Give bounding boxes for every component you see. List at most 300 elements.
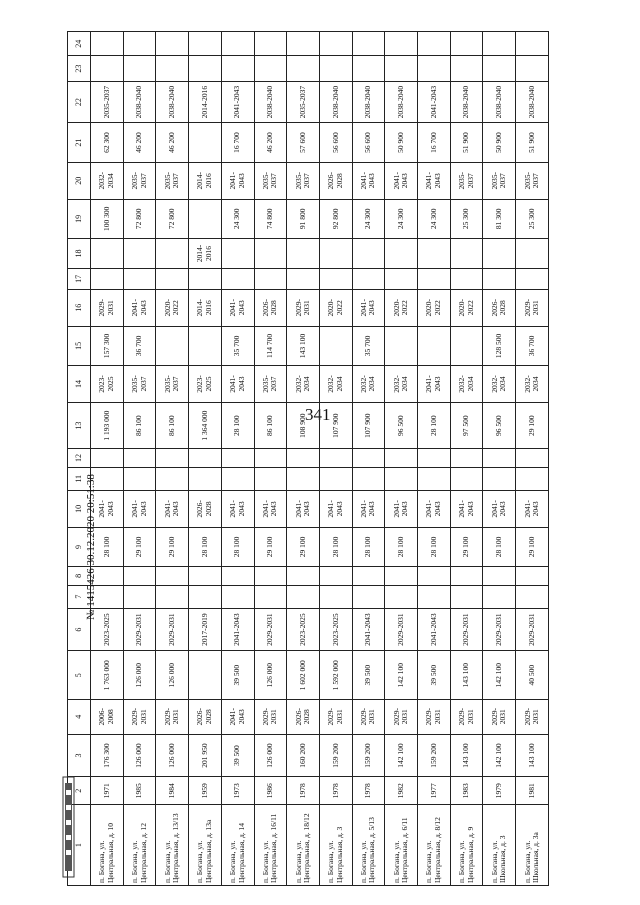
table-row [189, 32, 222, 886]
column-header: 16 [68, 289, 91, 326]
table-cell [483, 449, 516, 467]
table-cell: 142 100 [483, 651, 516, 700]
table-cell: 2032-2034 [516, 366, 549, 403]
table-cell: 2041-2043 [156, 490, 189, 527]
table-row [254, 32, 287, 886]
table-cell [385, 467, 418, 490]
table-cell: 1984 [156, 777, 189, 805]
table-cell: 1 364 000 [189, 403, 222, 449]
table-cell [319, 449, 352, 467]
table-cell: 142 100 [483, 734, 516, 777]
table-row [450, 32, 483, 886]
table-row [287, 32, 320, 886]
table-cell: 29 100 [156, 527, 189, 566]
table-cell: 51 900 [516, 123, 549, 162]
table-cell: 25 300 [450, 199, 483, 238]
table-cell: 126 000 [254, 734, 287, 777]
table-cell: 16 700 [418, 123, 451, 162]
table-cell [123, 585, 156, 608]
table-cell [385, 56, 418, 81]
table-cell: 2041-2043 [418, 366, 451, 403]
registration-number: № 1415426 30.12.2020 20:51:38 [85, 474, 97, 620]
table-cell [352, 56, 385, 81]
table-cell: 50 900 [385, 123, 418, 162]
table-cell [254, 56, 287, 81]
table-cell [123, 269, 156, 290]
table-cell: 2029-2031 [319, 699, 352, 734]
table-cell: 86 100 [123, 403, 156, 449]
table-cell [352, 238, 385, 268]
table-cell: 2038-2040 [516, 81, 549, 123]
table-cell: 25 300 [516, 199, 549, 238]
table-cell [418, 32, 451, 56]
table-cell [516, 269, 549, 290]
table-cell: 2026-2028 [287, 699, 320, 734]
table-cell [254, 269, 287, 290]
table-cell: 72 800 [123, 199, 156, 238]
table-cell [156, 269, 189, 290]
table-cell: 46 200 [123, 123, 156, 162]
table-cell: 28 100 [418, 527, 451, 566]
table-cell [221, 32, 254, 56]
table-cell [352, 567, 385, 585]
table-cell [483, 269, 516, 290]
table-cell [319, 32, 352, 56]
table-cell: 2035-2037 [156, 162, 189, 199]
table-cell: 2026-2028 [189, 699, 222, 734]
table-cell: 86 100 [156, 403, 189, 449]
table-cell [221, 585, 254, 608]
column-header: 17 [68, 269, 91, 290]
column-header: 6 [68, 608, 91, 651]
table-cell: 2020-2022 [156, 289, 189, 326]
table-cell: 1986 [254, 777, 287, 805]
table-cell [221, 449, 254, 467]
table-cell [450, 326, 483, 365]
table-cell [189, 651, 222, 700]
rotated-table-container [67, 31, 549, 886]
table-cell: 2020-2022 [450, 289, 483, 326]
table-cell [287, 56, 320, 81]
column-header: 19 [68, 199, 91, 238]
table-cell: 24 300 [385, 199, 418, 238]
seal-stamp-icon [60, 775, 78, 880]
table-cell: 2014-2016 [189, 238, 222, 268]
table-cell [189, 585, 222, 608]
table-cell: 2041-2043 [418, 81, 451, 123]
column-header: 11 [68, 467, 91, 490]
column-header: 5 [68, 651, 91, 700]
address-cell: п. Богана, ул. Центральная, д. 5/13 [352, 805, 385, 886]
table-cell: 39 500 [221, 651, 254, 700]
table-cell: 2041-2043 [319, 490, 352, 527]
table-cell: 2035-2037 [483, 162, 516, 199]
address-cell: п. Богана, ул. Школьная, д. 3а [516, 805, 549, 886]
table-cell [450, 449, 483, 467]
table-cell: 28 100 [483, 527, 516, 566]
table-cell: 126 000 [254, 651, 287, 700]
table-cell: 126 000 [123, 734, 156, 777]
table-cell [287, 449, 320, 467]
table-cell: 2035-2037 [254, 366, 287, 403]
table-cell [418, 238, 451, 268]
table-cell: 2032-2034 [483, 366, 516, 403]
table-cell [156, 467, 189, 490]
table-cell: 28 100 [418, 403, 451, 449]
table-row [516, 32, 549, 886]
table-cell [123, 567, 156, 585]
table-cell: 29 100 [450, 527, 483, 566]
table-cell: 2014-2016 [189, 289, 222, 326]
table-cell: 1971 [91, 777, 124, 805]
table-cell: 142 100 [385, 651, 418, 700]
table-cell: 143 100 [450, 734, 483, 777]
table-cell [418, 585, 451, 608]
table-cell [156, 449, 189, 467]
table-cell: 1983 [450, 777, 483, 805]
table-cell: 2029-2031 [287, 289, 320, 326]
table-cell [352, 269, 385, 290]
table-cell: 2041-2043 [450, 490, 483, 527]
table-cell: 2038-2040 [450, 81, 483, 123]
table-cell [516, 32, 549, 56]
table-cell: 2029-2031 [123, 699, 156, 734]
table-cell: 1982 [385, 777, 418, 805]
table-cell: 29 100 [516, 403, 549, 449]
page-number: 341 [305, 405, 331, 424]
table-cell [319, 326, 352, 365]
table-cell [352, 449, 385, 467]
table-cell: 39 500 [418, 651, 451, 700]
column-header: 21 [68, 123, 91, 162]
table-cell [156, 238, 189, 268]
table-cell: 81 300 [483, 199, 516, 238]
table-cell: 2041-2043 [516, 490, 549, 527]
table-cell [385, 269, 418, 290]
table-cell: 35 700 [352, 326, 385, 365]
table-cell [516, 467, 549, 490]
table-cell: 2032-2034 [319, 366, 352, 403]
table-cell: 2023-2025 [91, 366, 124, 403]
table-cell [287, 585, 320, 608]
table-cell: 28 100 [91, 527, 124, 566]
table-cell [156, 56, 189, 81]
table-cell [221, 56, 254, 81]
table-cell: 2041-2043 [418, 608, 451, 651]
table-cell: 2023-2025 [189, 366, 222, 403]
address-cell: п. Богана, ул. Школьная, д. 3 [483, 805, 516, 886]
table-cell: 2029-2031 [156, 608, 189, 651]
table-cell [189, 567, 222, 585]
column-header: 18 [68, 238, 91, 268]
table-cell: 2032-2034 [287, 366, 320, 403]
table-cell: 2035-2037 [450, 162, 483, 199]
table-cell [156, 32, 189, 56]
table-cell: 2023-2025 [319, 608, 352, 651]
column-header: 1 [68, 805, 91, 886]
table-cell: 72 800 [156, 199, 189, 238]
table-cell [418, 567, 451, 585]
table-cell: 2041-2043 [221, 608, 254, 651]
table-cell: 2029-2031 [385, 608, 418, 651]
table-cell: 2029-2031 [91, 289, 124, 326]
table-cell: 29 100 [123, 527, 156, 566]
table-cell: 2020-2022 [418, 289, 451, 326]
column-header: 13 [68, 403, 91, 449]
table-cell: 2029-2031 [483, 699, 516, 734]
table-cell [254, 585, 287, 608]
table-cell [91, 269, 124, 290]
address-cell: п. Богана, ул. Центральная, д. 13а [189, 805, 222, 886]
column-header: 20 [68, 162, 91, 199]
table-cell: 2041-2043 [385, 162, 418, 199]
table-cell: 2029-2031 [516, 699, 549, 734]
table-cell [418, 326, 451, 365]
table-cell [254, 238, 287, 268]
table-cell: 114 700 [254, 326, 287, 365]
table-cell: 2041-2043 [123, 490, 156, 527]
table-cell: 143 100 [450, 651, 483, 700]
table-cell: 1 602 000 [287, 651, 320, 700]
table-cell: 2029-2031 [352, 699, 385, 734]
address-cell: п. Богана, ул. Центральная, д. 3 [319, 805, 352, 886]
table-cell [91, 238, 124, 268]
table-cell: 2041-2043 [352, 289, 385, 326]
table-cell: 2041-2043 [123, 289, 156, 326]
table-cell [319, 467, 352, 490]
table-cell [189, 449, 222, 467]
table-cell: 2035-2037 [287, 162, 320, 199]
table-cell: 2041-2043 [221, 699, 254, 734]
table-cell: 2035-2037 [91, 81, 124, 123]
table-cell [254, 449, 287, 467]
table-cell [385, 238, 418, 268]
table-cell: 2029-2031 [450, 608, 483, 651]
table-cell [483, 56, 516, 81]
table-cell [450, 269, 483, 290]
table-cell: 1973 [221, 777, 254, 805]
table-cell: 39 500 [221, 734, 254, 777]
column-header: 14 [68, 366, 91, 403]
table-cell: 1 592 000 [319, 651, 352, 700]
table-cell [483, 585, 516, 608]
table-cell: 160 200 [287, 734, 320, 777]
table-cell: 92 800 [319, 199, 352, 238]
table-cell [221, 567, 254, 585]
column-header: 2 [68, 777, 91, 805]
table-cell [385, 449, 418, 467]
column-header: 15 [68, 326, 91, 365]
table-cell: 1985 [123, 777, 156, 805]
address-cell: п. Богана, ул. Центральная, д. 13/13 [156, 805, 189, 886]
column-header: 10 [68, 490, 91, 527]
table-cell: 2029-2031 [254, 608, 287, 651]
table-cell: 2035-2037 [123, 366, 156, 403]
table-cell [189, 123, 222, 162]
table-cell: 2029-2031 [450, 699, 483, 734]
table-cell [221, 269, 254, 290]
address-cell: п. Богана, ул. Центральная, д. 6/11 [385, 805, 418, 886]
column-header: 12 [68, 449, 91, 467]
table-cell: 2029-2031 [483, 608, 516, 651]
table-cell: 2023-2025 [91, 608, 124, 651]
table-cell: 143 100 [516, 734, 549, 777]
table-cell: 2032-2034 [91, 162, 124, 199]
table-cell: 2038-2040 [123, 81, 156, 123]
table-cell: 1979 [483, 777, 516, 805]
table-cell: 107 900 [352, 403, 385, 449]
table-cell: 2038-2040 [385, 81, 418, 123]
table-cell [189, 269, 222, 290]
address-cell: п. Богана, ул. Центральная, д. 12 [123, 805, 156, 886]
table-cell: 2017-2019 [189, 608, 222, 651]
table-cell: 2038-2040 [319, 81, 352, 123]
table-cell: 126 000 [156, 734, 189, 777]
table-cell: 2032-2034 [450, 366, 483, 403]
table-cell [156, 567, 189, 585]
table-cell: 46 200 [156, 123, 189, 162]
table-cell: 2032-2034 [352, 366, 385, 403]
table-cell: 2041-2043 [221, 162, 254, 199]
table-cell [91, 32, 124, 56]
table-cell: 62 300 [91, 123, 124, 162]
table-cell [385, 32, 418, 56]
table-cell: 35 700 [221, 326, 254, 365]
table-cell: 2029-2031 [123, 608, 156, 651]
table-cell [352, 585, 385, 608]
table-cell [189, 32, 222, 56]
table-cell: 1981 [516, 777, 549, 805]
table-cell: 2041-2043 [352, 490, 385, 527]
address-cell: п. Богана, ул. Центральная, д. 9 [450, 805, 483, 886]
table-row [221, 32, 254, 886]
column-header: 24 [68, 32, 91, 56]
table-cell: 29 100 [287, 527, 320, 566]
table-cell: 56 600 [352, 123, 385, 162]
table-cell: 2026-2028 [483, 289, 516, 326]
table-cell [483, 238, 516, 268]
table-cell: 157 300 [91, 326, 124, 365]
table-cell: 39 500 [352, 651, 385, 700]
table-cell [483, 32, 516, 56]
table-cell [189, 467, 222, 490]
table-row [418, 32, 451, 886]
table-cell: 29 100 [254, 527, 287, 566]
table-row [156, 32, 189, 886]
table-cell: 128 500 [483, 326, 516, 365]
table-cell: 86 100 [254, 403, 287, 449]
table-row [352, 32, 385, 886]
table-cell: 2014-2016 [189, 81, 222, 123]
table-cell [319, 56, 352, 81]
table-cell [287, 238, 320, 268]
table-cell: 24 300 [352, 199, 385, 238]
table-cell: 51 900 [450, 123, 483, 162]
table-cell [450, 467, 483, 490]
address-cell: п. Богана, ул. Центральная, д. 14 [221, 805, 254, 886]
table-cell [450, 56, 483, 81]
table-cell: 2035-2037 [123, 162, 156, 199]
address-cell: п. Богана, ул. Центральная, д. 16/11 [254, 805, 287, 886]
column-header: 23 [68, 56, 91, 81]
table-cell [418, 269, 451, 290]
table-cell: 1978 [319, 777, 352, 805]
table-cell: 2035-2037 [516, 162, 549, 199]
table-cell: 1 763 000 [91, 651, 124, 700]
table-cell: 50 900 [483, 123, 516, 162]
table-cell [287, 567, 320, 585]
table-cell: 2020-2022 [385, 289, 418, 326]
table-cell: 107 900 [319, 403, 352, 449]
table-cell: 2041-2043 [221, 289, 254, 326]
table-cell: 2032-2034 [385, 366, 418, 403]
table-cell: 2029-2031 [254, 699, 287, 734]
table-cell [254, 467, 287, 490]
table-cell: 2014-2016 [189, 162, 222, 199]
table-cell: 97 500 [450, 403, 483, 449]
table-row [385, 32, 418, 886]
table-cell: 2038-2040 [156, 81, 189, 123]
table-cell [418, 449, 451, 467]
table-cell: 36 700 [123, 326, 156, 365]
table-cell [450, 32, 483, 56]
table-cell: 2041-2043 [352, 608, 385, 651]
table-cell: 1977 [418, 777, 451, 805]
table-cell: 2041-2043 [221, 366, 254, 403]
table-cell [287, 269, 320, 290]
table-cell: 56 600 [319, 123, 352, 162]
table-cell [385, 326, 418, 365]
table-cell [254, 567, 287, 585]
table-cell: 2041-2043 [352, 162, 385, 199]
table-cell: 29 100 [516, 527, 549, 566]
table-cell: 142 100 [385, 734, 418, 777]
table-cell: 36 700 [516, 326, 549, 365]
table-cell [254, 32, 287, 56]
table-row [123, 32, 156, 886]
table-cell: 91 800 [287, 199, 320, 238]
table-cell: 2026-2028 [189, 490, 222, 527]
table-cell [418, 467, 451, 490]
table-cell [352, 467, 385, 490]
table-cell [516, 238, 549, 268]
table-cell: 2029-2031 [156, 699, 189, 734]
table-cell [189, 56, 222, 81]
table-cell [418, 56, 451, 81]
table-cell: 57 600 [287, 123, 320, 162]
table-cell: 2029-2031 [516, 608, 549, 651]
table-cell: 1978 [352, 777, 385, 805]
table-cell [221, 467, 254, 490]
table-cell: 2029-2031 [385, 699, 418, 734]
address-cell: п. Богана, ул. Центральная, д. 18/12 [287, 805, 320, 886]
table-cell [516, 56, 549, 81]
table-cell [450, 585, 483, 608]
table-cell: 2041-2043 [91, 490, 124, 527]
table-cell: 2029-2031 [418, 699, 451, 734]
table-cell [352, 32, 385, 56]
table-cell [450, 567, 483, 585]
table-cell: 2041-2043 [221, 81, 254, 123]
table-cell [123, 467, 156, 490]
table-cell [123, 56, 156, 81]
table-cell: 159 200 [319, 734, 352, 777]
table-cell: 1978 [287, 777, 320, 805]
table-cell: 96 500 [483, 403, 516, 449]
table-cell: 96 500 [385, 403, 418, 449]
table-cell: 126 000 [156, 651, 189, 700]
table-cell: 2041-2043 [483, 490, 516, 527]
